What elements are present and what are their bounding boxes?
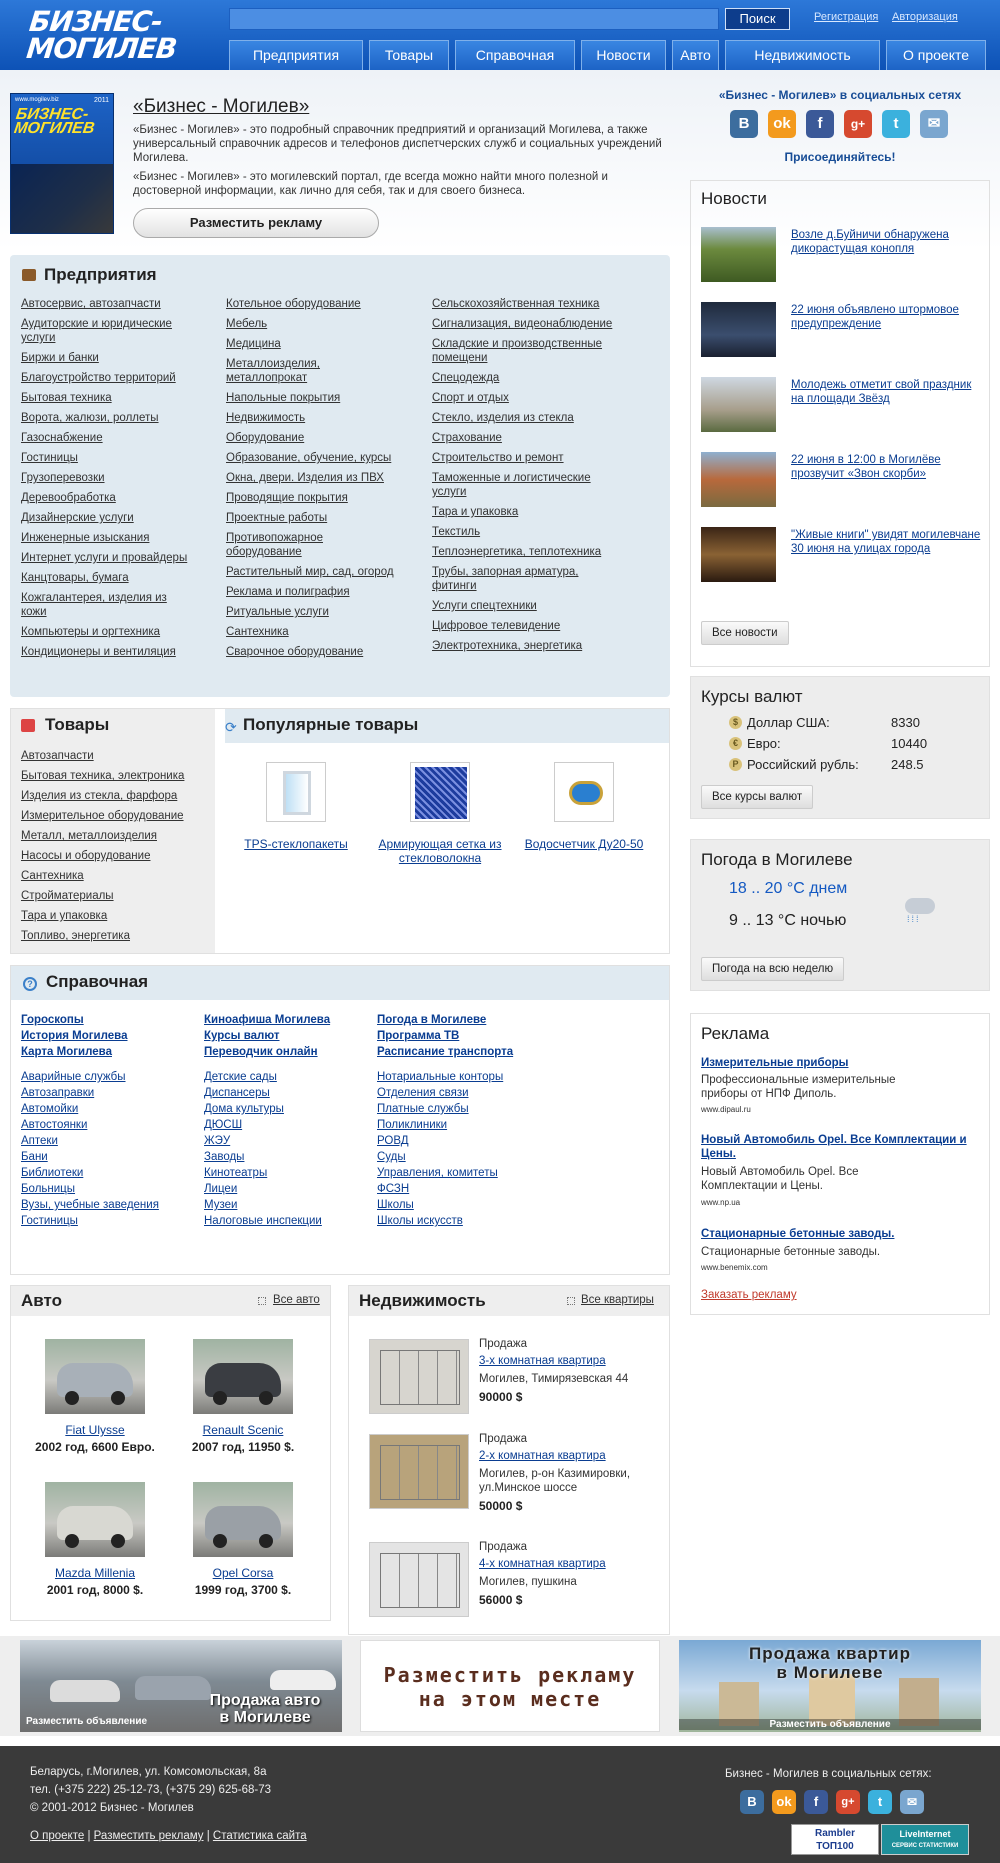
coin-icon: $ bbox=[729, 716, 742, 729]
apartments-sale-banner[interactable]: Продажа квартир в Могилеве Разместить объявление bbox=[679, 1640, 981, 1732]
realty-title: Недвижимость bbox=[359, 1291, 486, 1310]
news-title: Новости bbox=[701, 189, 767, 208]
product-image-window[interactable] bbox=[266, 762, 326, 822]
enterprises-column-3 bbox=[432, 297, 622, 659]
reference-main-link[interactable]: Погода в Могилеве bbox=[377, 1014, 487, 1026]
popular-goods-title: Популярные товары bbox=[243, 715, 419, 734]
car-photo[interactable] bbox=[45, 1482, 145, 1557]
nav-news[interactable]: Новости bbox=[581, 40, 666, 70]
reference-link[interactable]: Гостиницы bbox=[21, 1215, 78, 1227]
goods-categories bbox=[11, 709, 215, 953]
goods-category-link[interactable]: Автозапчасти bbox=[21, 750, 94, 762]
enterprise-link[interactable]: Противопожарное оборудование bbox=[226, 532, 323, 558]
news-panel bbox=[690, 180, 990, 667]
car-photo[interactable] bbox=[193, 1339, 293, 1414]
apartment-type: Продажа bbox=[479, 1541, 527, 1553]
reference-link[interactable]: Диспансеры bbox=[204, 1087, 270, 1099]
place-ad-banner[interactable]: Разместить рекламу на этом месте bbox=[360, 1640, 660, 1732]
ad-2-text: Новый Автомобиль Opel. Все Комплектации и Цены. bbox=[701, 1166, 859, 1192]
nav-enterprises[interactable]: Предприятия bbox=[229, 40, 363, 70]
social-title: «Бизнес - Могилев» в социальных сетях bbox=[718, 88, 962, 102]
googleplus-icon[interactable]: g+ bbox=[844, 110, 872, 138]
all-currency-button[interactable]: Все курсы валют bbox=[701, 785, 813, 809]
currency-title: Курсы валют bbox=[701, 687, 803, 706]
all-apartments-link[interactable]: Все квартиры bbox=[581, 1294, 654, 1306]
reference-link[interactable]: Суды bbox=[377, 1151, 406, 1163]
currency-value: 10440 bbox=[891, 736, 928, 751]
reference-title: Справочная bbox=[46, 972, 149, 991]
enterprise-link[interactable]: Сельскохозяйственная техника bbox=[432, 298, 600, 310]
reference-link[interactable]: Аварийные службы bbox=[21, 1071, 126, 1083]
goods-category-link[interactable]: Сантехника bbox=[21, 870, 84, 882]
odnoklassniki-icon[interactable]: ok bbox=[768, 110, 796, 138]
briefcase-icon bbox=[22, 269, 36, 281]
enterprise-link[interactable]: Страхование bbox=[432, 432, 502, 444]
twitter-icon[interactable]: t bbox=[882, 110, 910, 138]
reference-main-link[interactable]: Курсы валют bbox=[204, 1030, 280, 1042]
reference-link[interactable]: Лицеи bbox=[204, 1183, 238, 1195]
enterprise-link[interactable]: Электротехника, энергетика bbox=[432, 640, 583, 652]
goods-list bbox=[21, 749, 211, 949]
footer-about-link[interactable]: О проекте bbox=[30, 1830, 85, 1842]
auto-sale-banner[interactable]: Разместить объявление Продажа авто в Могилеве bbox=[20, 1640, 342, 1732]
ads-panel bbox=[690, 1013, 990, 1315]
enterprise-link[interactable]: Текстиль bbox=[432, 526, 481, 538]
reference-link[interactable]: ЖЭУ bbox=[204, 1135, 231, 1147]
apartment-address: Могилев, р-он Казимировки, ул.Минское шоссе bbox=[479, 1468, 631, 1494]
reference-link[interactable]: Налоговые инспекции bbox=[204, 1215, 322, 1227]
reference-link[interactable]: Музеи bbox=[204, 1199, 238, 1211]
enterprise-link[interactable]: Аудиторские и юридические услуги bbox=[21, 318, 172, 344]
reference-main-link[interactable]: Киноафиша Могилева bbox=[204, 1014, 331, 1026]
enterprise-link[interactable]: Образование, обучение, курсы bbox=[226, 452, 392, 464]
search-input[interactable] bbox=[229, 8, 719, 30]
product-link-mesh[interactable]: Армирующая сетка из стекловолокна bbox=[378, 837, 502, 865]
facebook-icon[interactable]: f bbox=[806, 110, 834, 138]
coin-icon: € bbox=[729, 737, 742, 750]
footer-place-ad-link[interactable]: Разместить рекламу bbox=[93, 1830, 204, 1842]
ad-2-url: www.np.ua bbox=[701, 1198, 741, 1207]
reference-link[interactable]: Вузы, учебные заведения bbox=[21, 1199, 159, 1211]
news-photo[interactable] bbox=[701, 377, 776, 432]
mail-icon[interactable]: ✉ bbox=[900, 1790, 924, 1814]
ad-3-text: Стационарные бетонные заводы. bbox=[701, 1246, 881, 1258]
enterprise-link[interactable]: Спецодежда bbox=[432, 372, 500, 384]
place-ad-button[interactable]: Разместить рекламу bbox=[133, 208, 379, 238]
nav-reference[interactable]: Справочная bbox=[455, 40, 575, 70]
footer-links: О проекте | Разместить рекламу | Статистика сайта bbox=[30, 1830, 307, 1842]
vkontakte-icon[interactable]: В bbox=[740, 1790, 764, 1814]
enterprises-column-1 bbox=[21, 297, 191, 665]
grid-icon bbox=[567, 1297, 575, 1305]
apartment-photo[interactable] bbox=[369, 1434, 469, 1509]
product-image-mesh[interactable] bbox=[410, 762, 470, 822]
twitter-icon[interactable]: t bbox=[868, 1790, 892, 1814]
ads-title: Реклама bbox=[701, 1024, 770, 1043]
enterprise-link[interactable]: Сантехника bbox=[226, 626, 289, 638]
reference-main-link[interactable]: Карта Могилева bbox=[21, 1046, 112, 1058]
enterprise-link[interactable]: Складские и производственные помещени bbox=[432, 338, 603, 364]
reference-link[interactable]: Бани bbox=[21, 1151, 48, 1163]
enterprise-link[interactable]: Реклама и полиграфия bbox=[226, 586, 350, 598]
enterprise-link[interactable]: Дизайнерские услуги bbox=[21, 512, 134, 524]
reference-link[interactable]: Платные службы bbox=[377, 1103, 469, 1115]
calendar-icon bbox=[21, 719, 35, 732]
weather-day: 18 .. 20 °C днем bbox=[729, 880, 848, 897]
reference-link[interactable]: Отделения связи bbox=[377, 1087, 469, 1099]
nav-auto[interactable]: Авто bbox=[672, 40, 719, 70]
car-info: 2007 год, 11950 $. bbox=[191, 1440, 295, 1454]
goods-section bbox=[10, 708, 670, 954]
weather-title: Погода в Могилеве bbox=[701, 850, 853, 869]
enterprise-link[interactable]: Окна, двери. Изделия из ПВХ bbox=[226, 472, 384, 484]
enterprise-link[interactable]: Проектные работы bbox=[226, 512, 328, 524]
car-info: 2001 год, 8000 $. bbox=[46, 1583, 144, 1597]
goods-category-link[interactable]: Тара и упаковка bbox=[21, 910, 108, 922]
news-link[interactable]: Молодежь отметит свой праздник на площади Звёзд bbox=[791, 379, 972, 405]
nav-goods[interactable]: Товары bbox=[369, 40, 449, 70]
enterprise-link[interactable]: Напольные покрытия bbox=[226, 392, 341, 404]
enterprise-link[interactable]: Тара и упаковка bbox=[432, 506, 519, 518]
all-news-button[interactable]: Все новости bbox=[701, 621, 789, 645]
enterprise-link[interactable]: Спорт и отдых bbox=[432, 392, 509, 404]
apartment-photo[interactable] bbox=[369, 1542, 469, 1617]
goods-category-link[interactable]: Насосы и оборудование bbox=[21, 850, 151, 862]
apartment-price: 56000 $ bbox=[479, 1593, 523, 1607]
footer-phone: тел. (+375 222) 25-12-73, (+375 29) 625-68-73 bbox=[30, 1784, 271, 1796]
mail-icon[interactable]: ✉ bbox=[920, 110, 948, 138]
apartment-link[interactable]: 4-х комнатная квартира bbox=[479, 1558, 606, 1570]
weather-panel: Погода в Могилеве 18 .. 20 °C днем 9 .. 13 °C ночью ⁞⁞⁞ Погода на всю неделю bbox=[690, 839, 990, 991]
car-name-link[interactable]: Fiat Ulysse bbox=[65, 1423, 125, 1437]
footer bbox=[0, 1746, 1000, 1863]
apartment-type: Продажа bbox=[479, 1433, 527, 1445]
apartment-photo[interactable] bbox=[369, 1339, 469, 1414]
enterprise-link[interactable]: Оборудование bbox=[226, 432, 305, 444]
apartment-type: Продажа bbox=[479, 1338, 527, 1350]
search-button[interactable]: Поиск bbox=[725, 8, 790, 30]
enterprise-link[interactable]: Автосервис, автозапчасти bbox=[21, 298, 161, 310]
reference-main-link[interactable]: Переводчик онлайн bbox=[204, 1046, 318, 1058]
footer-address: Беларусь, г.Могилев, ул. Комсомольская, 8а bbox=[30, 1766, 267, 1778]
enterprise-link[interactable]: Инженерные изыскания bbox=[21, 532, 150, 544]
goods-category-link[interactable]: Изделия из стекла, фарфора bbox=[21, 790, 178, 802]
site-logo[interactable]: БИЗНЕС- МОГИЛЕВ bbox=[24, 5, 178, 65]
reference-link[interactable]: Заводы bbox=[204, 1151, 245, 1163]
reference-link[interactable]: Школы искусств bbox=[377, 1215, 463, 1227]
enterprise-link[interactable]: Сигнализация, видеонаблюдение bbox=[432, 318, 613, 330]
rain-cloud-icon bbox=[905, 898, 935, 914]
reference-link[interactable]: Автомойки bbox=[21, 1103, 79, 1115]
enterprise-link[interactable]: Услуги спецтехники bbox=[432, 600, 537, 612]
reference-link[interactable]: Поликлиники bbox=[377, 1119, 448, 1131]
enterprise-link[interactable]: Сварочное оборудование bbox=[226, 646, 364, 658]
apartment-link[interactable]: 3-х комнатная квартира bbox=[479, 1355, 606, 1367]
enterprise-link[interactable]: Строительство и ремонт bbox=[432, 452, 564, 464]
goods-category-link[interactable]: Измерительное оборудование bbox=[21, 810, 184, 822]
ad-1-url: www.dipaul.ru bbox=[701, 1105, 751, 1114]
cover-graphic bbox=[11, 164, 114, 234]
join-text: Присоединяйтесь! bbox=[784, 150, 896, 164]
realty-section bbox=[348, 1285, 670, 1635]
odnoklassniki-icon[interactable]: ok bbox=[772, 1790, 796, 1814]
banner-strip bbox=[0, 1636, 1000, 1736]
reference-main-link[interactable]: Программа ТВ bbox=[377, 1030, 460, 1042]
enterprise-link[interactable]: Канцтовары, бумага bbox=[21, 572, 129, 584]
currency-name: Российский рубль: bbox=[747, 757, 859, 772]
news-photo[interactable] bbox=[701, 452, 776, 507]
news-link[interactable]: "Живые книги" увидят могилевчане 30 июня на улицах города bbox=[791, 529, 981, 555]
enterprises-title: Предприятия bbox=[44, 265, 157, 284]
enterprise-link[interactable]: Биржи и банки bbox=[21, 352, 99, 364]
nav-realty[interactable]: Недвижимость bbox=[725, 40, 880, 70]
enterprise-link[interactable]: Металлоизделия, металлопрокат bbox=[226, 358, 320, 384]
enterprise-link[interactable]: Ритуальные услуги bbox=[226, 606, 329, 618]
auto-header bbox=[11, 1286, 330, 1316]
coin-icon: P bbox=[729, 758, 742, 771]
rambler-counter[interactable]: Rambler ТОП100 bbox=[791, 1824, 879, 1855]
liveinternet-counter[interactable]: LiveInternet СЕРВИС СТАТИСТИКИ bbox=[881, 1824, 969, 1855]
goods-category-link[interactable]: Стройматериалы bbox=[21, 890, 114, 902]
auto-section bbox=[10, 1285, 331, 1621]
product-link-meter[interactable]: Водосчетчик Ду20-50 bbox=[524, 837, 644, 851]
news-photo[interactable] bbox=[701, 302, 776, 357]
reference-link[interactable]: Автостоянки bbox=[21, 1119, 88, 1131]
catalog-cover-image[interactable]: 2011 www.mogilev.biz БИЗНЕС- МОГИЛЕВ bbox=[10, 93, 114, 234]
currency-name: Евро: bbox=[747, 736, 781, 751]
enterprise-link[interactable]: Ворота, жалюзи, роллеты bbox=[21, 412, 159, 424]
car-photo[interactable] bbox=[193, 1482, 293, 1557]
goods-category-link[interactable]: Бытовая техника, электроника bbox=[21, 770, 185, 782]
enterprise-link[interactable]: Кожгалантерея, изделия из кожи bbox=[21, 592, 167, 618]
reference-main-link[interactable]: Расписание транспорта bbox=[377, 1046, 514, 1058]
enterprise-link[interactable]: Кондиционеры и вентиляция bbox=[21, 646, 176, 658]
register-link[interactable]: Регистрация bbox=[814, 11, 879, 23]
reference-link[interactable]: Аптеки bbox=[21, 1135, 58, 1147]
news-link[interactable]: Возле д.Буйничи обнаружена дикорастущая конопля bbox=[791, 229, 949, 255]
product-image-meter[interactable] bbox=[554, 762, 614, 822]
enterprise-link[interactable]: Цифровое телевидение bbox=[432, 620, 561, 632]
reference-section bbox=[10, 965, 670, 1275]
car-name-link[interactable]: Renault Scenic bbox=[202, 1423, 284, 1437]
car-info: 1999 год, 3700 $. bbox=[194, 1583, 292, 1597]
reference-link[interactable]: Нотариальные конторы bbox=[377, 1071, 504, 1083]
footer-copyright: © 2001-2012 Бизнес - Могилев bbox=[30, 1802, 194, 1814]
weekly-weather-button[interactable]: Погода на всю неделю bbox=[701, 957, 844, 981]
weather-night: 9 .. 13 °C ночью bbox=[729, 912, 847, 929]
enterprise-link[interactable]: Котельное оборудование bbox=[226, 298, 361, 310]
reference-link[interactable]: Управления, комитеты bbox=[377, 1167, 498, 1179]
enterprise-link[interactable]: Растительный мир, сад, огород bbox=[226, 566, 394, 578]
ad-3-title[interactable]: Стационарные бетонные заводы. bbox=[701, 1228, 895, 1240]
apartment-address: Могилев, пушкина bbox=[479, 1576, 577, 1588]
ad-3-url: www.benemix.com bbox=[701, 1263, 768, 1272]
reference-link[interactable]: ФСЗН bbox=[377, 1183, 410, 1195]
enterprises-section bbox=[10, 255, 670, 697]
footer-stats-link[interactable]: Статистика сайта bbox=[212, 1830, 307, 1842]
enterprise-link[interactable]: Стекло, изделия из стекла bbox=[432, 412, 574, 424]
enterprise-link[interactable]: Таможенные и логистические услуги bbox=[432, 472, 591, 498]
news-link[interactable]: 22 июня объявлено штормовое предупреждение bbox=[791, 304, 959, 330]
reference-link[interactable]: Детские сады bbox=[204, 1071, 277, 1083]
enterprise-link[interactable]: Теплоэнергетика, теплотехника bbox=[432, 546, 602, 558]
intro-text-1: «Бизнес - Могилев» - это подробный справочник предприятий и организаций Могилева, а также универсальный справочник адресов и телефонов диспетчерских служб и социальных учреждений Могилева. bbox=[133, 124, 662, 164]
reference-link[interactable]: РОВД bbox=[377, 1135, 409, 1147]
enterprise-link[interactable]: Недвижимость bbox=[226, 412, 306, 424]
reference-main-link[interactable]: Гороскопы bbox=[21, 1014, 84, 1026]
reference-link[interactable]: Кинотеатры bbox=[204, 1167, 268, 1179]
news-photo[interactable] bbox=[701, 227, 776, 282]
question-icon: ? bbox=[23, 977, 37, 991]
car-name-link[interactable]: Mazda Millenia bbox=[54, 1566, 136, 1580]
apartment-address: Могилев, Тимирязевская 44 bbox=[479, 1373, 629, 1385]
enterprise-link[interactable]: Деревообработка bbox=[21, 492, 116, 504]
car-info: 2002 год, 6600 Евро. bbox=[35, 1440, 155, 1454]
intro-text-2: «Бизнес - Могилев» - это могилевский портал, где всегда можно найти много полезной и достоверной информации, как лично для себя, так и для своего бизнеса. bbox=[133, 171, 608, 197]
all-auto-link[interactable]: Все авто bbox=[273, 1294, 320, 1306]
ad-2-title[interactable]: Новый Автомобиль Opel. Все Комплектации и Цены. bbox=[701, 1134, 967, 1160]
enterprise-link[interactable]: Медицина bbox=[226, 338, 281, 350]
enterprise-link[interactable]: Гостиницы bbox=[21, 452, 78, 464]
news-link[interactable]: 22 июня в 12:00 в Могилёве прозвучит «Звон скорби» bbox=[791, 454, 941, 480]
apartment-link[interactable]: 2-х комнатная квартира bbox=[479, 1450, 606, 1462]
currency-name: Доллар США: bbox=[747, 715, 830, 730]
facebook-icon[interactable]: f bbox=[804, 1790, 828, 1814]
reference-link[interactable]: Школы bbox=[377, 1199, 414, 1211]
car-photo[interactable] bbox=[45, 1339, 145, 1414]
apartment-price: 50000 $ bbox=[479, 1499, 523, 1513]
currency-value: 248.5 bbox=[891, 757, 924, 772]
vkontakte-icon[interactable]: В bbox=[730, 110, 758, 138]
ad-1-title[interactable]: Измерительные приборы bbox=[701, 1057, 849, 1069]
apartment-price: 90000 $ bbox=[479, 1390, 523, 1404]
grid-icon bbox=[258, 1297, 266, 1305]
login-link[interactable]: Авторизация bbox=[892, 11, 958, 23]
currency-value: 8330 bbox=[891, 715, 920, 730]
intro-title[interactable]: «Бизнес - Могилев» bbox=[133, 96, 310, 117]
realty-header bbox=[349, 1286, 669, 1316]
reference-link[interactable]: Библиотеки bbox=[21, 1167, 84, 1179]
enterprise-link[interactable]: Газоснабжение bbox=[21, 432, 103, 444]
goods-title: Товары bbox=[45, 715, 110, 734]
goods-category-link[interactable]: Топливо, энергетика bbox=[21, 930, 130, 942]
auto-title: Авто bbox=[21, 1291, 62, 1310]
googleplus-icon[interactable]: g+ bbox=[836, 1790, 860, 1814]
reference-header bbox=[11, 966, 669, 1000]
reference-link[interactable]: Дома культуры bbox=[204, 1103, 284, 1115]
car-name-link[interactable]: Opel Corsa bbox=[212, 1566, 274, 1580]
enterprise-link[interactable]: Трубы, запорная арматура, фитинги bbox=[432, 566, 579, 592]
reference-link[interactable]: Больницы bbox=[21, 1183, 76, 1195]
reference-link[interactable]: ДЮСШ bbox=[204, 1119, 243, 1131]
enterprises-column-2 bbox=[226, 297, 401, 665]
currency-panel bbox=[690, 676, 990, 819]
header bbox=[0, 0, 1000, 70]
ad-1-text: Профессиональные измерительные приборы от НПФ Диполь. bbox=[701, 1074, 896, 1100]
enterprise-link[interactable]: Компьютеры и оргтехника bbox=[21, 626, 161, 638]
enterprise-link[interactable]: Интернет услуги и провайдеры bbox=[21, 552, 188, 564]
news-photo[interactable] bbox=[701, 527, 776, 582]
enterprise-link[interactable]: Благоустройство территорий bbox=[21, 372, 176, 384]
enterprise-link[interactable]: Мебель bbox=[226, 318, 268, 330]
enterprise-link[interactable]: Бытовая техника bbox=[21, 392, 112, 404]
reference-main-link[interactable]: История Могилева bbox=[21, 1030, 128, 1042]
refresh-icon: ⟳ bbox=[225, 719, 237, 735]
product-link-window[interactable]: TPS-стеклопакеты bbox=[244, 837, 348, 851]
popular-goods-header bbox=[225, 709, 669, 743]
enterprise-link[interactable]: Проводящие покрытия bbox=[226, 492, 348, 504]
goods-category-link[interactable]: Металл, металлоизделия bbox=[21, 830, 157, 842]
order-ad-link[interactable]: Заказать рекламу bbox=[701, 1289, 797, 1301]
reference-link[interactable]: Автозаправки bbox=[21, 1087, 95, 1099]
footer-social-title: Бизнес - Могилев в социальных сетях: bbox=[725, 1768, 932, 1780]
nav-about[interactable]: О проекте bbox=[886, 40, 986, 70]
enterprise-link[interactable]: Грузоперевозки bbox=[21, 472, 105, 484]
